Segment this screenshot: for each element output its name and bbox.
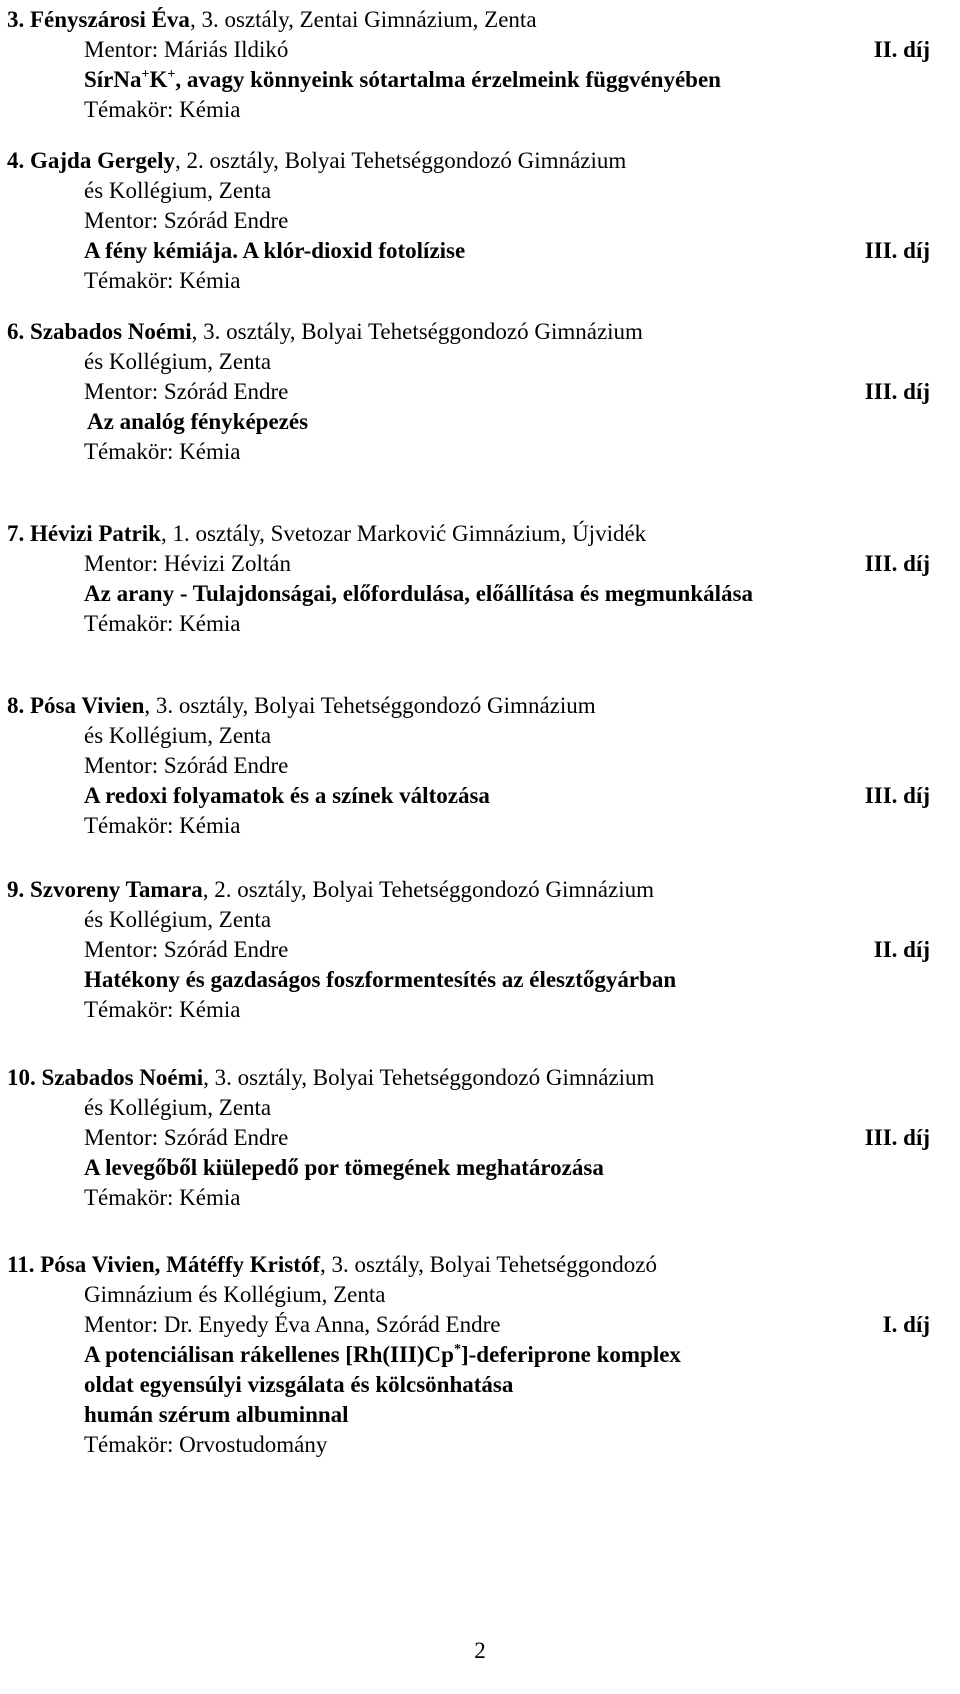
entry-name: Szvoreny Tamara xyxy=(30,877,203,902)
entry-mentor: Mentor: Hévizi Zoltán xyxy=(84,551,291,576)
entry-name: Pósa Vivien xyxy=(30,693,145,718)
entry-title: Az arany - Tulajdonságai, előfordulása, előállítása és megmunkálása xyxy=(84,581,753,606)
entry-affiliation: , 1. osztály, Svetozar Marković Gimnázium, Újvidék xyxy=(160,521,647,546)
entry-number: 4. xyxy=(7,148,25,173)
entry-affiliation: , 3. osztály, Zentai Gimnázium, Zenta xyxy=(189,7,537,32)
title-part: SírNa xyxy=(84,67,142,92)
title-superscript: + xyxy=(167,67,176,82)
entry-prize: III. díj xyxy=(864,783,930,808)
entry-topic: Témakör: Kémia xyxy=(84,997,241,1022)
entry-name: Pósa Vivien, Mátéffy Kristóf xyxy=(40,1252,321,1277)
entry-title xyxy=(84,1339,681,1370)
entry-prize: II. díj xyxy=(873,937,930,962)
entry-affiliation-cont: és Kollégium, Zenta xyxy=(84,1095,272,1120)
entry-affiliation: , 3. osztály, Bolyai Tehetséggondozó Gimnázium xyxy=(203,1065,655,1090)
entry-header xyxy=(7,874,654,905)
entry-header xyxy=(7,145,626,176)
entry-name: Szabados Noémi xyxy=(41,1065,204,1090)
entry-topic: Témakör: Kémia xyxy=(84,1185,241,1210)
entry-name: Hévizi Patrik xyxy=(30,521,161,546)
entry-affiliation: , 3. osztály, Bolyai Tehetséggondozó xyxy=(320,1252,657,1277)
entry-title: A redoxi folyamatok és a színek változása xyxy=(84,783,490,808)
entry-number: 3. xyxy=(7,7,25,32)
entry-affiliation: , 3. osztály, Bolyai Tehetséggondozó Gimnázium xyxy=(144,693,596,718)
title-superscript: * xyxy=(453,1342,461,1357)
title-superscript: + xyxy=(141,67,150,82)
entry-mentor: Mentor: Máriás Ildikó xyxy=(84,37,289,62)
entry-affiliation: , 2. osztály, Bolyai Tehetséggondozó Gimnázium xyxy=(175,148,627,173)
entry-prize: I. díj xyxy=(882,1312,930,1337)
entry-number: 6. xyxy=(7,319,25,344)
entry-affiliation: , 2. osztály, Bolyai Tehetséggondozó Gimnázium xyxy=(202,877,655,902)
title-part: , avagy könnyeink sótartalma érzelmeink függvényében xyxy=(175,67,721,92)
entry-mentor: Mentor: Szórád Endre xyxy=(84,753,289,778)
entry-affiliation-cont: és Kollégium, Zenta xyxy=(84,907,272,932)
entry-affiliation-cont: és Kollégium, Zenta xyxy=(84,349,272,374)
entry-prize: II. díj xyxy=(873,37,930,62)
entry-topic: Témakör: Kémia xyxy=(84,813,241,838)
entry-title: A levegőből kiülepedő por tömegének meghatározása xyxy=(84,1155,604,1180)
entry-name: Gajda Gergely xyxy=(30,148,175,173)
entry-number: 9. xyxy=(7,877,25,902)
entry-prize: III. díj xyxy=(864,238,930,263)
title-part: K xyxy=(149,67,168,92)
entry-affiliation-cont: és Kollégium, Zenta xyxy=(84,178,272,203)
entry-mentor: Mentor: Szórád Endre xyxy=(84,379,289,404)
entry-prize: III. díj xyxy=(864,551,930,576)
entry-mentor: Mentor: Szórád Endre xyxy=(84,1125,289,1150)
entry-number: 8. xyxy=(7,693,25,718)
entry-affiliation-cont: és Kollégium, Zenta xyxy=(84,723,272,748)
entry-name: Szabados Noémi xyxy=(30,319,192,344)
entry-prize: III. díj xyxy=(864,1125,930,1150)
entry-mentor: Mentor: Dr. Enyedy Éva Anna, Szórád Endre xyxy=(84,1312,501,1337)
entry-topic: Témakör: Orvostudomány xyxy=(84,1432,328,1457)
entry-title: Hatékony és gazdaságos foszformentesítés az élesztőgyárban xyxy=(84,967,677,992)
entry-title-cont: oldat egyensúlyi vizsgálata és kölcsönhatása xyxy=(84,1372,514,1397)
entry-topic: Témakör: Kémia xyxy=(84,611,241,636)
entry-title-cont: humán szérum albuminnal xyxy=(84,1402,349,1427)
entry-header xyxy=(7,4,537,35)
entry-affiliation-cont: Gimnázium és Kollégium, Zenta xyxy=(84,1282,386,1307)
entry-number: 10. xyxy=(7,1065,36,1090)
entry-header xyxy=(7,518,646,549)
entry-header xyxy=(7,1062,654,1093)
entry-prize: III. díj xyxy=(864,379,930,404)
entry-header xyxy=(7,1249,657,1280)
entry-topic: Témakör: Kémia xyxy=(84,268,241,293)
entry-number: 11. xyxy=(7,1252,35,1277)
entry-mentor: Mentor: Szórád Endre xyxy=(84,937,289,962)
entry-affiliation: , 3. osztály, Bolyai Tehetséggondozó Gimnázium xyxy=(191,319,643,344)
entry-topic: Témakör: Kémia xyxy=(84,439,241,464)
entry-header xyxy=(7,316,643,347)
title-part: A potenciálisan rákellenes [Rh(III)Cp xyxy=(84,1342,454,1367)
entry-number: 7. xyxy=(7,521,25,546)
entry-name: Fényszárosi Éva xyxy=(30,7,190,32)
entry-mentor: Mentor: Szórád Endre xyxy=(84,208,289,233)
entry-topic: Témakör: Kémia xyxy=(84,97,241,122)
entry-title: A fény kémiája. A klór-dioxid fotolízise xyxy=(84,238,466,263)
title-part: ]-deferiprone komplex xyxy=(460,1342,681,1367)
entry-title xyxy=(84,64,721,95)
entry-title: Az analóg fényképezés xyxy=(87,409,309,434)
entry-header xyxy=(7,690,596,721)
page-number: 2 xyxy=(474,1638,486,1663)
